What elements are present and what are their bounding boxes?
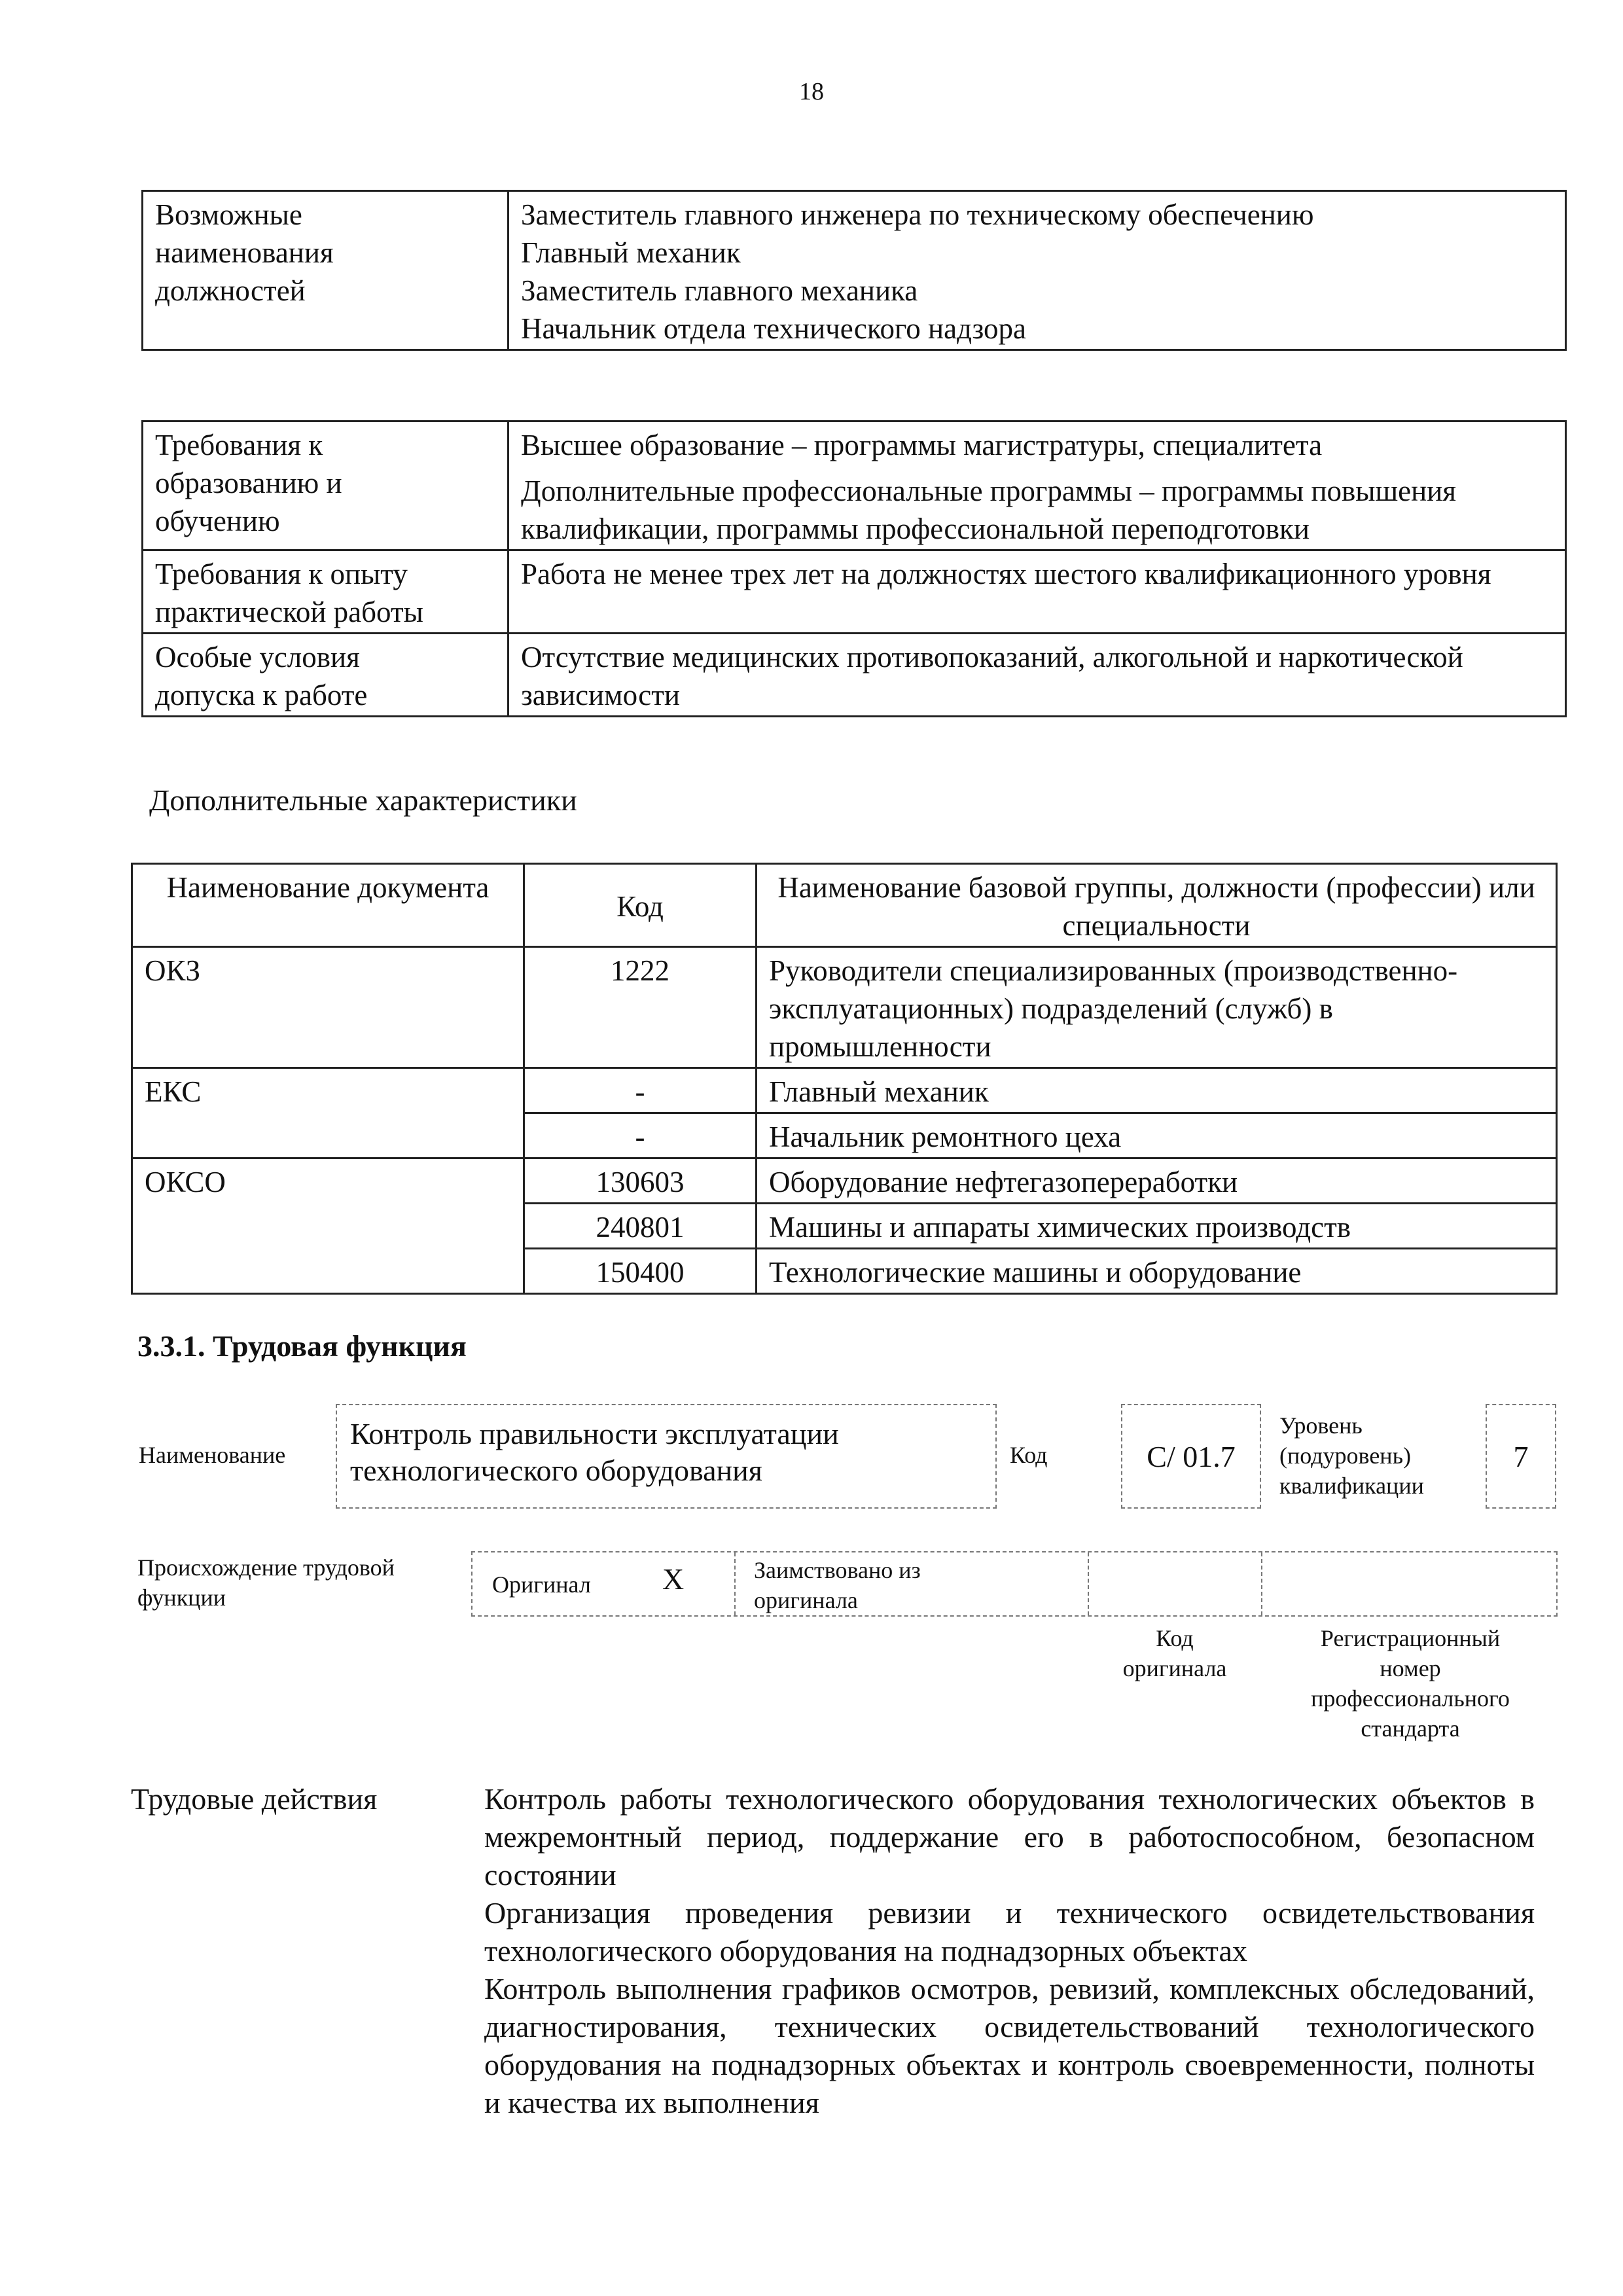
- table-row: ОКСО 130603 Оборудование нефтегазопереработки: [132, 1158, 1557, 1204]
- position-item: Заместитель главного механика: [521, 274, 918, 307]
- list-item: Контроль работы технологического оборудования технологических объектов в межремонтный период, поддержание его в работоспособном, безопасном состоянии: [484, 1782, 1535, 1892]
- positions-table: [141, 190, 1567, 351]
- position-item: Главный механик: [521, 236, 741, 269]
- position-item: Заместитель главного инженера по техническому обеспечению: [521, 198, 1314, 231]
- table-row: 240801 Машины и аппараты химических производств: [132, 1204, 1557, 1249]
- section-heading: 3.3.1. Трудовая функция: [137, 1329, 467, 1363]
- cell-divider: [734, 1552, 736, 1615]
- qualification-level-box: 7: [1486, 1404, 1556, 1509]
- table-row: Особые условия допуска к работе Отсутствие медицинских противопоказаний, алкогольной и наркотической зависимости: [143, 634, 1566, 717]
- level-label: Уровень (подуровень) квалификации: [1279, 1412, 1424, 1499]
- table-header-row: [132, 864, 1557, 947]
- positions-label: Возможные наименования должностей: [143, 191, 508, 350]
- header-code: Код: [524, 864, 757, 947]
- name-label: Наименование: [139, 1442, 286, 1468]
- position-item: Начальник отдела технического надзора: [521, 312, 1027, 345]
- code-original-label: Код оригинала: [1122, 1625, 1227, 1681]
- table-row: Требования к образованию и обучению Высшее образование – программы магистратуры, специалитета Дополнительные профессиональные программы – программы повышения квалификации, программы профессиональной переподготовки: [143, 422, 1566, 550]
- table-row: ЕКС - Главный механик: [132, 1068, 1557, 1113]
- borrowed-label: Заимствовано из оригинала: [754, 1557, 921, 1613]
- cell-divider: [1261, 1552, 1262, 1615]
- function-code-box: С/ 01.7: [1121, 1404, 1261, 1509]
- function-name-box: Контроль правильности эксплуатации технологического оборудования: [336, 1404, 997, 1509]
- labor-actions-label: Трудовые действия: [131, 1782, 378, 1816]
- origin-label: Происхождение трудовой функции: [137, 1554, 395, 1611]
- additional-characteristics-title: Дополнительные характеристики: [149, 783, 577, 817]
- origin-row: [471, 1551, 1558, 1617]
- table-row: Требования к опыту практической работы Работа не менее трех лет на должностях шестого квалификационного уровня: [143, 550, 1566, 634]
- table-row: 150400 Технологические машины и оборудование: [132, 1249, 1557, 1294]
- original-label: Оригинал: [492, 1571, 591, 1598]
- requirements-table: [141, 420, 1567, 717]
- positions-values: [508, 191, 1566, 350]
- code-label: Код: [1010, 1442, 1048, 1468]
- reg-number-label: Регистрационный номер профессионального стандарта: [1311, 1625, 1510, 1742]
- table-row: ОКЗ 1222 Руководители специализированных (производственно-эксплуатационных) подразделений (служб) в промышленности: [132, 947, 1557, 1068]
- list-item: Контроль выполнения графиков осмотров, ревизий, комплексных обследований, диагностирования, технических освидетельствований технологического оборудования на поднадзорных объектах и контроль своевременности, полноты и качества их выполнения: [484, 1972, 1535, 2119]
- original-mark: X: [662, 1562, 685, 1596]
- header-document: Наименование документа: [132, 864, 524, 947]
- table-row: - Начальник ремонтного цеха: [132, 1113, 1557, 1158]
- page-number: 18: [799, 78, 824, 105]
- labor-actions: [484, 1780, 1535, 2122]
- header-name: Наименование базовой группы, должности (профессии) или специальности: [757, 864, 1557, 947]
- cell-divider: [1088, 1552, 1089, 1615]
- additional-table: [131, 863, 1558, 1295]
- list-item: Организация проведения ревизии и технического освидетельствования технологического оборудования на поднадзорных объектах: [484, 1896, 1535, 1967]
